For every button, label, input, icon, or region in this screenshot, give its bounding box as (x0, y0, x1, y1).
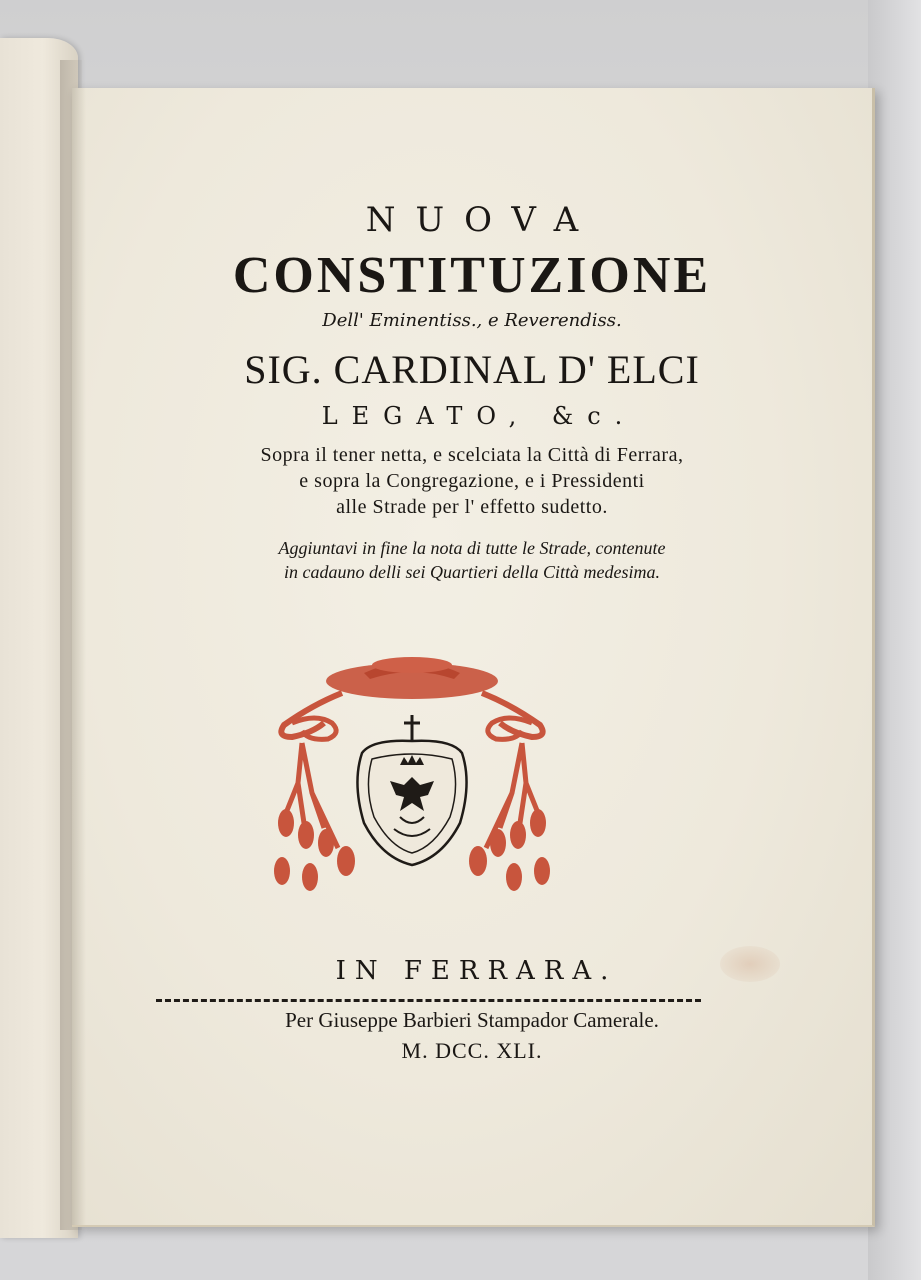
title-nuova: NUOVA (365, 200, 599, 240)
subtitle-eminentiss: Dell' Eminentiss., e Reverendiss. (322, 310, 622, 331)
description-line: alle Strade per l' effetto sudetto. (336, 496, 608, 518)
background (868, 0, 921, 1280)
imprint-printer: Per Giuseppe Barbieri Stampador Camerale. (285, 1008, 659, 1032)
note-line: in cadauno delli sei Quartieri della Città medesima. (284, 562, 660, 582)
description-line: e sopra la Congregazione, e i Pressidenti (299, 470, 645, 492)
imprint-date: M. DCC. XLI. (401, 1038, 543, 1063)
title-constituzione: CONSTITUZIONE (232, 247, 712, 304)
note-line: Aggiuntavi in fine la nota di tutte le Strade, contenute (278, 538, 666, 558)
imprint-city: IN FERRARA. (335, 956, 618, 986)
title-page (72, 88, 875, 1227)
imprint-divider (156, 999, 701, 1002)
cardinal-coat-of-arms-icon (272, 653, 572, 898)
title-cardinal: SIG. CARDINAL D' ELCI (244, 347, 700, 392)
description-line: Sopra il tener netta, e scelciata la Città di Ferrara, (260, 444, 684, 466)
title-legato: LEGATO, &c. (321, 402, 637, 430)
